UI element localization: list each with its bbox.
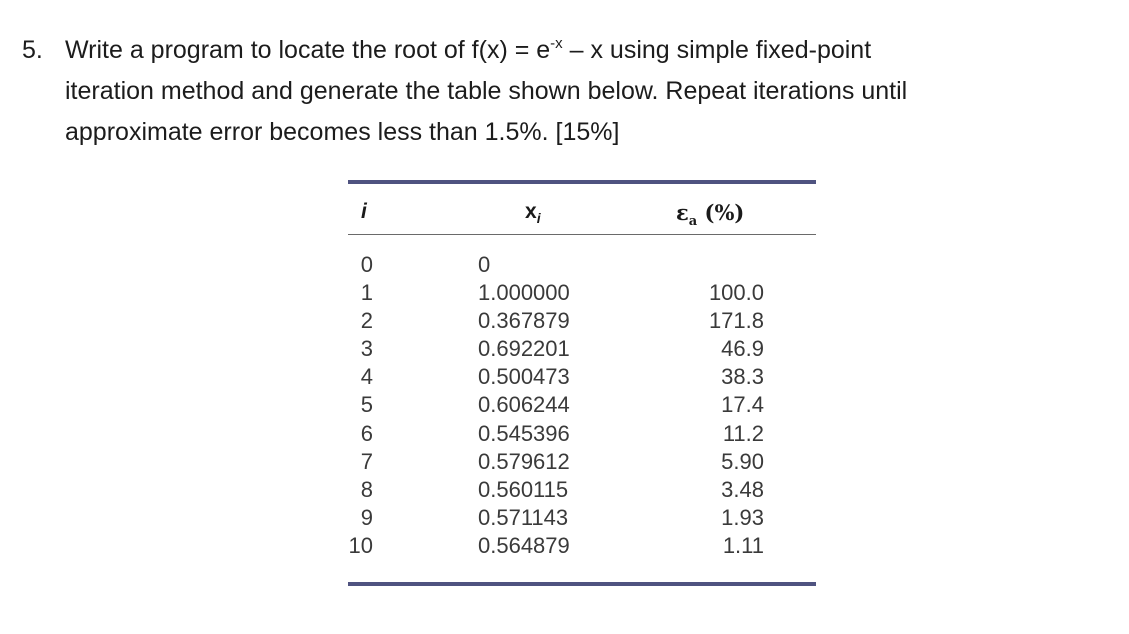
table-row xyxy=(348,252,816,280)
cell-x: 0.564879 xyxy=(478,532,570,558)
cell-i: 5 xyxy=(360,392,373,418)
header-x xyxy=(525,200,541,226)
question-line1-post: – x using simple fixed-point xyxy=(562,36,872,64)
cell-i: 6 xyxy=(360,420,373,446)
cell-i: 3 xyxy=(360,336,373,362)
question-line-2: iteration method and generate the table shown below. Repeat iterations until xyxy=(65,77,908,105)
cell-error: 100.0 xyxy=(708,280,764,306)
table-row xyxy=(348,421,816,449)
table-row xyxy=(348,308,816,336)
cell-x: 0.579612 xyxy=(478,448,570,474)
cell-error: 11.2 xyxy=(722,420,764,446)
header-error-unit: (%) xyxy=(697,200,745,225)
cell-x: 0.606244 xyxy=(478,392,570,418)
cell-error: 38.3 xyxy=(721,364,764,390)
header-error-sub: a xyxy=(688,214,698,230)
header-error xyxy=(676,200,744,229)
cell-i: 0 xyxy=(360,252,373,277)
cell-error: 1.93 xyxy=(721,504,764,530)
cell-error: 5.90 xyxy=(721,448,764,474)
table-row xyxy=(348,336,816,364)
table-row xyxy=(348,392,816,420)
cell-x: 1.000000 xyxy=(478,280,570,306)
table-row xyxy=(348,533,816,561)
question-text xyxy=(22,30,1092,153)
cell-x: 0 xyxy=(478,252,491,277)
exponent: -x xyxy=(550,35,563,52)
table-row xyxy=(348,364,816,392)
table-row xyxy=(348,280,816,308)
table-row xyxy=(348,505,816,533)
cell-x: 0.545396 xyxy=(478,420,570,446)
cell-i: 1 xyxy=(360,280,373,306)
table-row xyxy=(348,449,816,477)
cell-i: 4 xyxy=(360,364,373,390)
cell-error: 171.8 xyxy=(708,308,764,334)
cell-i: 7 xyxy=(360,448,373,474)
cell-x: 0.571143 xyxy=(478,504,569,530)
question-line-3: approximate error becomes less than 1.5%. [15%] xyxy=(65,118,620,146)
table-top-rule xyxy=(348,180,816,184)
cell-x: 0.560115 xyxy=(478,476,569,502)
cell-x: 0.500473 xyxy=(478,364,570,390)
header-x-label: x xyxy=(525,200,537,223)
cell-error: 46.9 xyxy=(721,336,764,362)
cell-error: 17.4 xyxy=(721,392,764,418)
header-i: i xyxy=(361,200,367,223)
cell-i: 2 xyxy=(360,308,373,334)
iteration-table xyxy=(348,178,816,590)
cell-x: 0.692201 xyxy=(478,336,570,362)
table-row xyxy=(348,477,816,505)
cell-i: 8 xyxy=(360,476,373,502)
cell-x: 0.367879 xyxy=(478,308,570,334)
cell-i: 10 xyxy=(348,532,373,558)
question-line-1 xyxy=(22,30,1092,71)
cell-error: 1.11 xyxy=(722,532,764,558)
header-x-sub: i xyxy=(536,210,541,227)
header-error-symbol: ε xyxy=(676,200,689,225)
question-line1-pre: Write a program to locate the root of f(x) = e xyxy=(65,36,551,64)
table-header-rule xyxy=(348,234,816,235)
cell-error: 3.48 xyxy=(721,476,764,502)
question-number: 5. xyxy=(22,36,43,64)
table-bottom-rule xyxy=(348,582,816,586)
table-body xyxy=(348,252,816,561)
cell-i: 9 xyxy=(360,504,373,530)
